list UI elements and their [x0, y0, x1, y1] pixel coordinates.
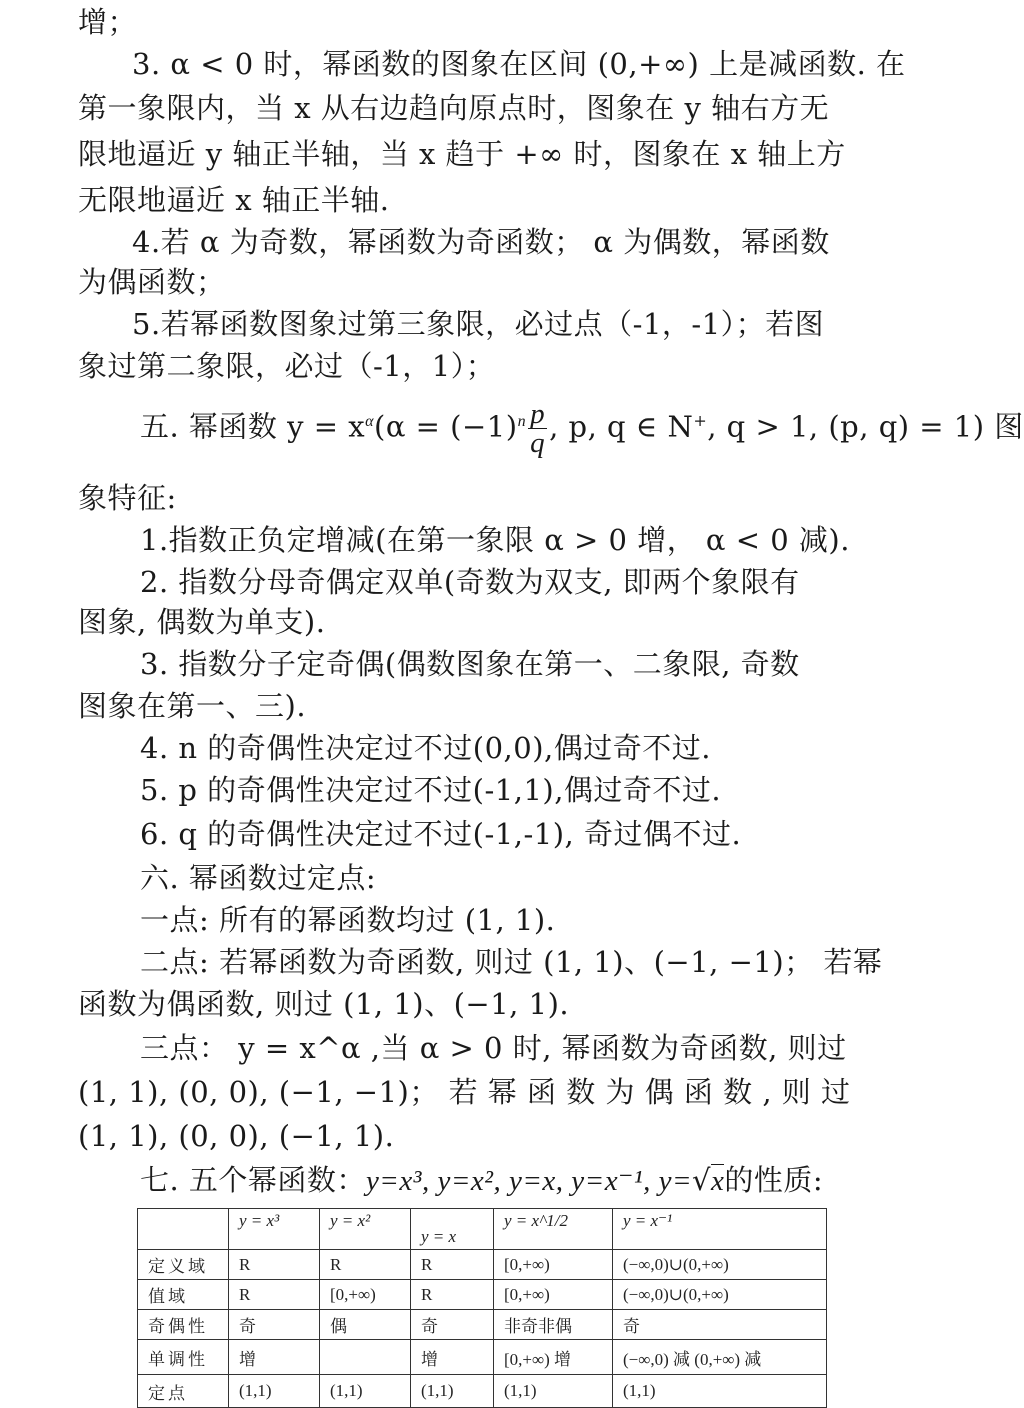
table-cell	[320, 1340, 411, 1375]
text-line: 象过第二象限，必过（-1，1）；	[78, 349, 496, 383]
table-cell: [0,+∞)	[320, 1280, 411, 1310]
table-cell: [0,+∞) 增	[494, 1340, 613, 1375]
fraction-numerator: p	[530, 398, 546, 431]
table-row-header: 定点	[138, 1375, 229, 1408]
text-line: 第一象限内，当 x 从右边趋向原点时，图象在 y 轴右方无	[78, 91, 830, 125]
table-row	[138, 1375, 827, 1408]
text-line: 二点: 若幂函数为奇函数, 则过 (1, 1)、(−1, −1)； 若幂	[140, 945, 883, 979]
table-cell: 奇	[229, 1310, 320, 1340]
table-row-header: 值域	[138, 1280, 229, 1310]
text-line: 1.指数正负定增减(在第一象限 α > 0 增， α < 0 减).	[140, 523, 850, 557]
text-line: 一点: 所有的幂函数均过 (1, 1).	[140, 903, 556, 937]
text-line: 4. n 的奇偶性决定过不过(0,0),偶过奇不过.	[140, 731, 711, 765]
table-cell: 增	[229, 1340, 320, 1375]
text-line: 6. q 的奇偶性决定过不过(-1,-1), 奇过偶不过.	[140, 817, 742, 851]
superscript-alpha: α	[365, 413, 375, 430]
fraction-denominator: q	[530, 427, 546, 460]
table-row	[138, 1250, 827, 1280]
table-row-header: 定义域	[138, 1250, 229, 1280]
text-line: 为偶函数；	[78, 265, 226, 299]
table-header-cell: y = x	[411, 1209, 494, 1250]
text-line: 三点： y = x^α ,当 α > 0 时, 幂函数为奇函数, 则过	[140, 1031, 847, 1065]
text-line: 图象在第一、三).	[78, 689, 307, 723]
table-row	[138, 1340, 827, 1375]
section-seven-suffix: 的性质:	[724, 1163, 824, 1197]
text-line: 5.若幂函数图象过第三象限，必过点（-1，-1）；若图	[132, 307, 825, 341]
section-seven-heading	[140, 1160, 823, 1201]
table-cell: (−∞,0) 减 (0,+∞) 减	[613, 1340, 827, 1375]
table-cell: (1,1)	[494, 1375, 613, 1408]
text-line: 无限地逼近 x 轴正半轴.	[78, 183, 390, 217]
table-cell: (1,1)	[229, 1375, 320, 1408]
section-five-prefix: 五. 幂函数 y = x	[140, 409, 366, 444]
section-five-tail: , p, q ∈ N	[549, 409, 694, 444]
table-cell: 奇	[613, 1310, 827, 1340]
table-header-cell: y = x³	[229, 1209, 320, 1250]
text-line: 2. 指数分母奇偶定双单(奇数为双支, 即两个象限有	[140, 565, 800, 599]
text-line: 3. α < 0 时，幂函数的图象在区间 (0,+∞) 上是减函数. 在	[132, 47, 906, 81]
table-cell: R	[411, 1280, 494, 1310]
table-header-cell	[138, 1209, 229, 1250]
table-cell: [0,+∞)	[494, 1250, 613, 1280]
table-cell: (−∞,0)∪(0,+∞)	[613, 1250, 827, 1280]
table-cell: 奇	[411, 1310, 494, 1340]
table-cell: (1,1)	[411, 1375, 494, 1408]
table-cell: R	[229, 1250, 320, 1280]
superscript-n: n	[517, 413, 527, 430]
table-header-cell: y = x⁻¹	[613, 1209, 827, 1250]
text-line: 3. 指数分子定奇偶(偶数图象在第一、二象限, 奇数	[140, 647, 800, 681]
table-row	[138, 1310, 827, 1340]
text-line: 象特征:	[78, 481, 177, 515]
table-cell: (−∞,0)∪(0,+∞)	[613, 1280, 827, 1310]
table-row-header: 单调性	[138, 1340, 229, 1375]
text-line: 限地逼近 y 轴正半轴，当 x 趋于 +∞ 时，图象在 x 轴上方	[78, 137, 846, 171]
table-row	[138, 1280, 827, 1310]
table-row-header: 奇偶性	[138, 1310, 229, 1340]
table-cell: (1,1)	[320, 1375, 411, 1408]
table-cell: R	[229, 1280, 320, 1310]
text-line: 增；	[78, 5, 138, 39]
table-cell: 非奇非偶	[494, 1310, 613, 1340]
sqrt-icon: √	[692, 1163, 712, 1197]
table-cell: R	[320, 1250, 411, 1280]
text-line: 函数为偶函数, 则过 (1, 1)、(−1, 1).	[78, 987, 570, 1021]
power-function-properties-table	[137, 1208, 827, 1408]
sqrt-argument: x	[711, 1165, 725, 1197]
section-five-heading	[140, 396, 1024, 460]
section-five-tail2: , q > 1, (p, q) = 1) 图	[707, 409, 1024, 444]
text-line: 4.若 α 为奇数，幂函数为奇函数； α 为偶数，幂函数	[132, 225, 830, 259]
table-cell: 增	[411, 1340, 494, 1375]
text-line: (1, 1), (0, 0), (−1, 1).	[78, 1119, 395, 1153]
section-six-heading: 六. 幂函数过定点:	[140, 861, 377, 895]
table-cell: R	[411, 1250, 494, 1280]
table-header-row	[138, 1209, 827, 1250]
section-seven-functions: y=x³, y=x², y=x, y=x⁻¹, y=	[365, 1165, 693, 1197]
text-line: (1, 1), (0, 0), (−1, −1)； 若 幂 函 数 为 偶 函 数 , 则 过	[78, 1075, 851, 1109]
table-header-cell: y = x²	[320, 1209, 411, 1250]
section-five-mid: (α = (−1)	[374, 409, 518, 444]
superscript-plus: +	[693, 411, 708, 430]
table-cell: [0,+∞)	[494, 1280, 613, 1310]
text-line: 图象, 偶数为单支).	[78, 605, 326, 639]
table-cell: (1,1)	[613, 1375, 827, 1408]
table-cell: 偶	[320, 1310, 411, 1340]
text-line: 5. p 的奇偶性决定过不过(-1,1),偶过奇不过.	[140, 773, 722, 807]
table-header-cell: y = x^1/2	[494, 1209, 613, 1250]
fraction-p-over-q	[528, 398, 547, 460]
section-seven-prefix: 七. 五个幂函数：	[140, 1163, 366, 1197]
